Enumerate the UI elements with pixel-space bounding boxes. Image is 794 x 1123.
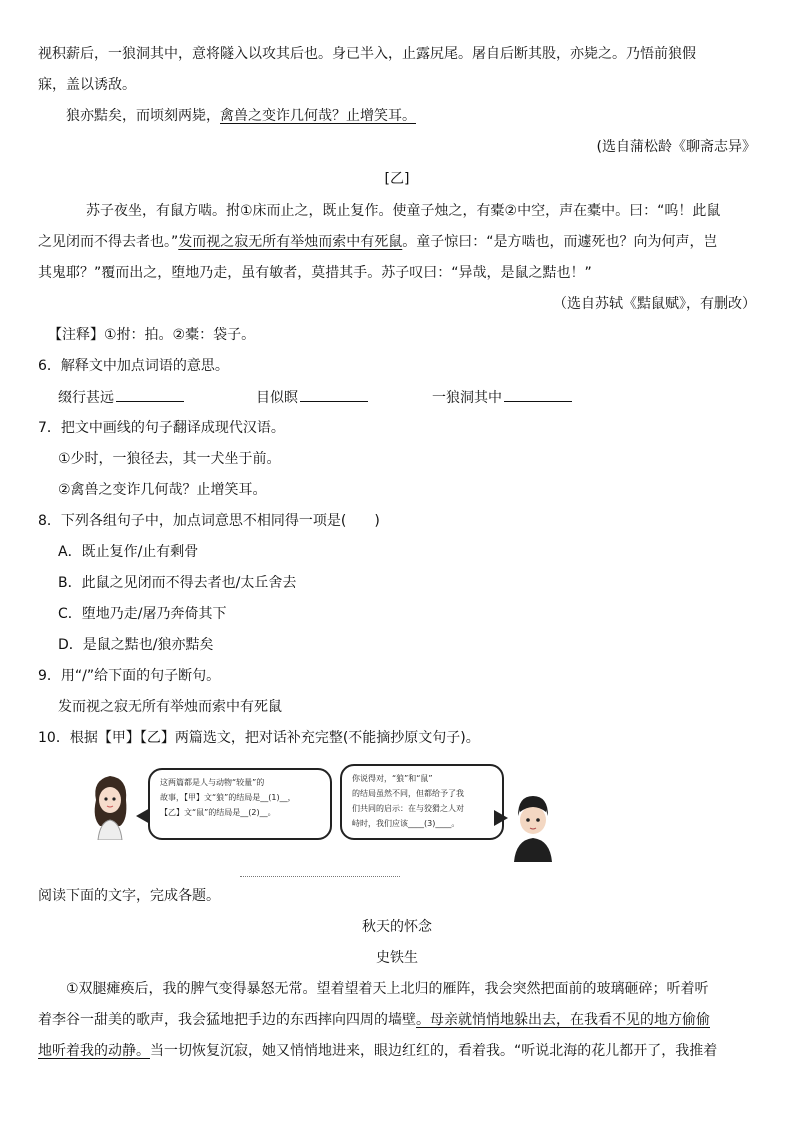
q6-item-2 <box>256 387 368 408</box>
q8-option-b: B．此鼠之见闭而不得去者也/太丘舍去 <box>58 575 297 591</box>
question-9: 9．用“/”给下面的句子断句。 <box>38 668 221 684</box>
heading-yi: [乙] <box>384 171 410 187</box>
yi-line-2-a: 之见闭而不得去者也。” <box>38 234 179 250</box>
yi-line-3: 其鬼耶？”覆而出之，堕地乃走，虽有敏者，莫措其手。苏子叹曰：“异哉，是鼠之黠也！” <box>38 265 592 281</box>
jia-line-1: 视积薪后，一狼洞其中，意将隧入以攻其后也。身已半入，止露尻尾。屠自后断其股，亦毙之。乃悟前狼假 <box>38 46 696 62</box>
yi-line-2 <box>38 232 718 252</box>
underlined-sentence-article: 。母亲就悄悄地躲出去，在我看不见的地方偷偷 <box>416 1012 710 1028</box>
bubble-left-line-2: 故事，【甲】文“狼”的结局是__(1)__， <box>160 793 296 802</box>
answer-blank[interactable] <box>116 387 184 402</box>
bubble-tail-right <box>494 810 508 826</box>
article-title: 秋天的怀念 <box>362 919 432 935</box>
answer-blank[interactable] <box>300 387 368 402</box>
bubble-left-line-3: 【乙】文“鼠”的结局是__(2)__。 <box>160 808 276 817</box>
girl-avatar-icon <box>88 770 132 840</box>
bubble-left-line-1: 这两篇都是人与动物“较量”的 <box>160 778 265 787</box>
answer-blank[interactable] <box>504 387 572 402</box>
article-line-3-text: 当一切恢复沉寂，她又悄悄地进来，眼边红红的，看着我。“听说北海的花儿都开了，我推着 <box>150 1043 718 1059</box>
q7-sentence-1: ①少时，一狼径去，其一犬坐于前。 <box>58 451 281 467</box>
question-7: 7．把文中画线的句子翻译成现代汉语。 <box>38 420 285 436</box>
q6-item-1-text: 缀行甚远 <box>58 390 114 406</box>
speech-bubble-right <box>340 764 504 840</box>
q8-option-a: A．既止复作/止有剩骨 <box>58 544 199 560</box>
reading-intro: 阅读下面的文字，完成各题。 <box>38 888 220 904</box>
article-para-1-line-3 <box>38 1041 717 1061</box>
jia-line-2: 寐，盖以诱敌。 <box>38 77 136 93</box>
q8-option-c: C．堕地乃走/屠乃奔倚其下 <box>58 606 227 622</box>
yi-line-2-b: 。童子惊曰：“是方啮也，而遽死也？向为何声，岂 <box>402 234 718 250</box>
jia-line-3 <box>66 106 416 126</box>
source-jia: (选自蒲松龄《聊斋志异》 <box>596 139 756 155</box>
article-para-1-line-1: ①双腿瘫痪后，我的脾气变得暴怒无常。望着望着天上北归的雁阵，我会突然把面前的玻璃砸碎；听着听 <box>66 981 709 997</box>
article-author: 史铁生 <box>376 950 418 966</box>
source-yi: （选自苏轼《黠鼠赋》，有删改） <box>553 296 756 312</box>
underlined-sentence-article-cont: 地听着我的动静。 <box>38 1043 150 1059</box>
boy-avatar-icon <box>508 790 558 862</box>
jia-line-3-text: 狼亦黠矣，而顷刻两毙， <box>66 108 220 124</box>
bubble-right-line-3: 们共同的启示：在与狡猾之人对 <box>352 804 464 813</box>
q9-sentence: 发而视之寂无所有举烛而索中有死鼠 <box>58 699 282 715</box>
annotation-notes: 【注释】①拊：拍。②橐：袋子。 <box>48 327 256 343</box>
q6-item-1 <box>58 387 184 408</box>
article-line-2-text: 着李谷一甜美的歌声，我会猛地把手边的东西摔向四周的墙壁 <box>38 1012 416 1028</box>
yi-line-1: 苏子夜坐，有鼠方啮。拊①床而止之，既止复作。使童子烛之，有橐②中空，声在橐中。曰：“呜！此鼠 <box>86 203 721 219</box>
scan-artifact-divider <box>240 876 400 881</box>
underlined-sentence-yi: 发而视之寂无所有举烛而索中有死鼠 <box>178 234 403 250</box>
bubble-right-line-4: 峙时，我们应该____(3)____。 <box>352 819 460 828</box>
q6-item-3-text: 一狼洞其中 <box>432 390 502 406</box>
question-6: 6．解释文中加点词语的意思。 <box>38 358 229 374</box>
q6-item-3 <box>432 387 572 408</box>
question-10: 10．根据【甲】【乙】两篇选文，把对话补充完整(不能摘抄原文句子)。 <box>38 730 480 746</box>
bubble-right-line-1: 你说得对，“狼”和“鼠” <box>352 774 433 783</box>
q6-item-2-text: 目似瞑 <box>256 390 298 406</box>
q8-option-d: D．是鼠之黠也/狼亦黠矣 <box>58 637 214 653</box>
dialogue-illustration <box>88 760 558 880</box>
article-para-1-line-2 <box>38 1010 710 1030</box>
question-8: 8．下列各组句子中，加点词意思不相同得一项是( ) <box>38 513 380 529</box>
bubble-right-line-2: 的结局虽然不同，但都给予了我 <box>352 789 464 798</box>
q7-sentence-2: ②禽兽之变诈几何哉？止增笑耳。 <box>58 482 267 498</box>
underlined-sentence-jia: 禽兽之变诈几何哉？止增笑耳。 <box>220 108 416 124</box>
speech-bubble-left <box>148 768 332 840</box>
